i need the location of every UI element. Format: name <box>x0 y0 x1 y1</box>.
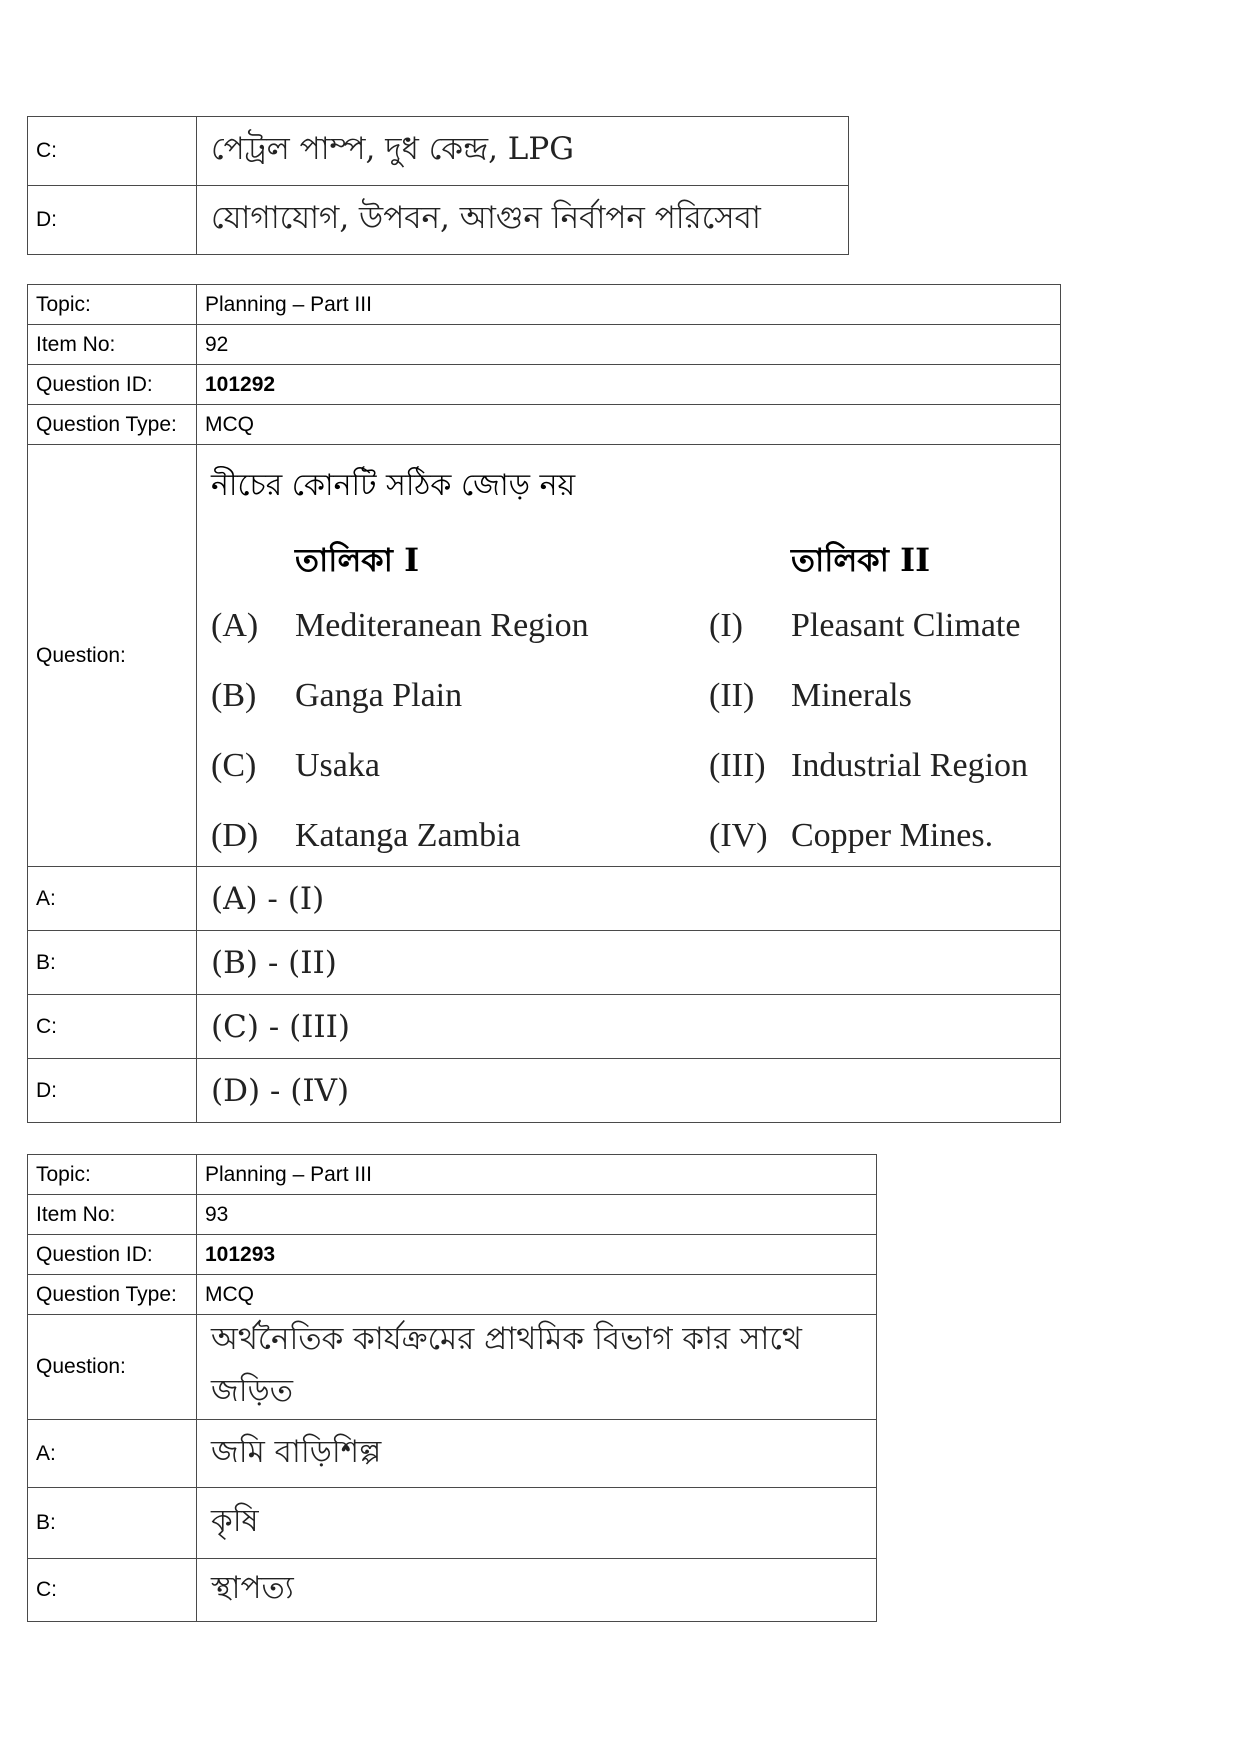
prev-question-options-table <box>27 116 849 255</box>
option-label: C: <box>28 1559 197 1622</box>
match-list <box>197 447 1060 865</box>
question-text: নীচের কোনটি সঠিক জোড় নয় <box>211 467 576 503</box>
option-label: C: <box>28 117 197 186</box>
list-2-value: Minerals <box>791 676 912 714</box>
option-row <box>28 931 1061 995</box>
item-no-row <box>28 1195 877 1235</box>
list-1-value: Usaka <box>295 746 380 784</box>
question-id-value: 101292 <box>197 365 1061 405</box>
list-2-key: (III) <box>709 746 766 784</box>
option-value: যোগাযোগ, উপবন, আগুন নির্বাপন পরিসেবা <box>197 186 849 255</box>
option-row <box>28 1420 877 1488</box>
topic-row <box>28 1155 877 1195</box>
list-1-value: Katanga Zambia <box>295 816 521 854</box>
question-type-value: MCQ <box>197 1275 877 1315</box>
list-1-key: (D) <box>211 816 259 854</box>
option-value: (D) - (IV) <box>197 1059 1061 1123</box>
option-row <box>28 117 849 186</box>
list-1-value: Mediteranean Region <box>295 606 589 644</box>
topic-label: Topic: <box>28 285 197 325</box>
list-2-value: Industrial Region <box>791 746 1029 784</box>
option-label: C: <box>28 995 197 1059</box>
option-row <box>28 1059 1061 1123</box>
option-value: কৃষি <box>197 1488 877 1559</box>
option-row <box>28 1488 877 1559</box>
list-1-key: (B) <box>211 676 257 714</box>
option-value: (B) - (II) <box>197 931 1061 995</box>
question-type-label: Question Type: <box>28 1275 197 1315</box>
list-1-header: তালিকা I <box>295 540 420 579</box>
question-row <box>28 1315 877 1420</box>
topic-label: Topic: <box>28 1155 197 1195</box>
question-92-table <box>27 284 1061 1123</box>
option-row <box>28 867 1061 931</box>
list-1-value: Ganga Plain <box>295 676 463 714</box>
option-value: পেট্রল পাম্প, দুধ কেন্দ্র, LPG <box>197 117 849 186</box>
list-2-header: তালিকা II <box>791 540 931 579</box>
topic-value: Planning – Part III <box>197 1155 877 1195</box>
question-id-value: 101293 <box>197 1235 877 1275</box>
option-value: (C) - (III) <box>197 995 1061 1059</box>
question-label: Question: <box>28 445 197 867</box>
list-2-key: (I) <box>709 606 743 644</box>
question-id-label: Question ID: <box>28 365 197 405</box>
question-type-label: Question Type: <box>28 405 197 445</box>
question-id-row <box>28 365 1061 405</box>
item-no-value: 92 <box>197 325 1061 365</box>
question-content <box>197 445 1061 867</box>
option-row <box>28 186 849 255</box>
option-value: স্থাপত্য <box>197 1559 877 1622</box>
option-label: A: <box>28 867 197 931</box>
option-label: D: <box>28 186 197 255</box>
list-2-key: (II) <box>709 676 755 714</box>
question-label: Question: <box>28 1315 197 1420</box>
option-label: B: <box>28 1488 197 1559</box>
question-id-label: Question ID: <box>28 1235 197 1275</box>
question-type-row <box>28 405 1061 445</box>
question-type-row <box>28 1275 877 1315</box>
list-2-value: Copper Mines. <box>791 816 994 854</box>
question-id-row <box>28 1235 877 1275</box>
item-no-value: 93 <box>197 1195 877 1235</box>
option-row <box>28 1559 877 1622</box>
list-2-key: (IV) <box>709 816 768 854</box>
option-label: B: <box>28 931 197 995</box>
option-row <box>28 995 1061 1059</box>
option-value: জমি বাড়িশিল্প <box>197 1420 877 1488</box>
item-no-label: Item No: <box>28 1195 197 1235</box>
option-value: (A) - (I) <box>197 867 1061 931</box>
question-row <box>28 445 1061 867</box>
option-label: D: <box>28 1059 197 1123</box>
item-no-row <box>28 325 1061 365</box>
list-1-key: (C) <box>211 746 257 784</box>
question-93-table <box>27 1154 877 1622</box>
list-1-key: (A) <box>211 606 259 644</box>
topic-value: Planning – Part III <box>197 285 1061 325</box>
list-2-value: Pleasant Climate <box>791 606 1021 644</box>
question-text: অর্থনৈতিক কার্যক্রমের প্রাথমিক বিভাগ কার সাথে জড়িত <box>197 1315 877 1420</box>
item-no-label: Item No: <box>28 325 197 365</box>
question-type-value: MCQ <box>197 405 1061 445</box>
option-label: A: <box>28 1420 197 1488</box>
topic-row <box>28 285 1061 325</box>
